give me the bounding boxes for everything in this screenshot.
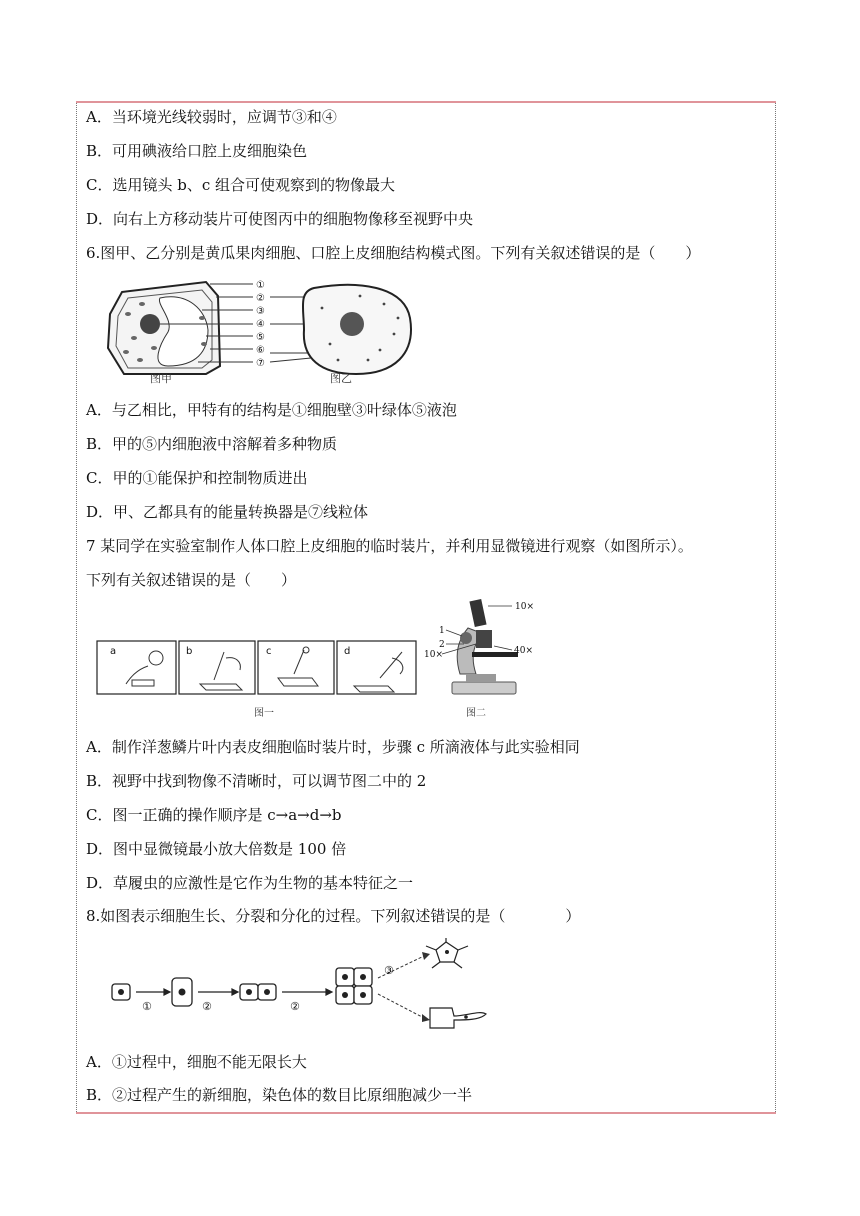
q7-stem-line1: 7 某同学在实验室制作人体口腔上皮细胞的临时装片，并利用显微镜进行观察（如图所示）。: [86, 537, 693, 555]
label-2: ②: [256, 293, 265, 304]
svg-text:a: a: [110, 646, 117, 657]
svg-text:d: d: [344, 646, 351, 657]
q7-caption-2: 图二: [466, 708, 486, 719]
label-1: ①: [256, 280, 265, 291]
q6-option-d: D．甲、乙都具有的能量转换器是⑦线粒体: [86, 503, 369, 521]
q5-option-c: C．选用镜头 b、c 组合可使观察到的物像最大: [86, 176, 396, 194]
q7-option-b: B．视野中找到物像不清晰时，可以调节图二中的 2: [86, 772, 427, 790]
q8-cell-process-diagram: [110, 938, 520, 1038]
q6-option-a: A．与乙相比，甲特有的结构是①细胞壁③叶绿体⑤液泡: [86, 401, 457, 419]
q5-option-a: A．当环境光线较弱时，应调节③和④: [86, 108, 337, 126]
svg-text:10×: 10×: [424, 650, 443, 660]
svg-text:2: 2: [439, 640, 445, 650]
q6-cell-diagram: [98, 274, 418, 388]
q5-option-b: B．可用碘液给口腔上皮细胞染色: [86, 142, 308, 160]
label-6: ⑥: [256, 345, 265, 356]
q5-option-d: D．向右上方移动装片可使图丙中的细胞物像移至视野中央: [86, 210, 474, 228]
q7-option-e: D．草履虫的应激性是它作为生物的基本特征之一: [86, 874, 414, 892]
q8-option-b: B．②过程产生的新细胞，染色体的数目比原细胞减少一半: [86, 1086, 473, 1104]
svg-text:③: ③: [384, 964, 394, 977]
q7-option-a: A．制作洋葱鳞片叶内表皮细胞临时装片时，步骤 c 所滴液体与此实验相同: [86, 738, 580, 756]
q7-microscope-figure: [424, 594, 544, 704]
q7-caption-1: 图一: [254, 708, 274, 719]
q6-option-b: B．甲的⑤内细胞液中溶解着多种物质: [86, 435, 338, 453]
q6-caption-left: 图甲: [150, 372, 172, 385]
q6-caption-right: 图乙: [330, 372, 352, 385]
label-7: ⑦: [256, 358, 265, 369]
svg-text:40×: 40×: [514, 646, 533, 656]
q8-option-a: A．①过程中，细胞不能无限长大: [86, 1053, 307, 1071]
label-5: ⑤: [256, 332, 265, 343]
label-4: ④: [256, 319, 265, 330]
q7-option-d: D．图中显微镜最小放大倍数是 100 倍: [86, 840, 347, 858]
svg-text:①: ①: [142, 1000, 152, 1013]
q6-stem: 6.图甲、乙分别是黄瓜果肉细胞、口腔上皮细胞结构模式图。下列有关叙述错误的是（ ）: [86, 244, 701, 262]
svg-text:②: ②: [202, 1000, 212, 1013]
q6-option-c: C．甲的①能保护和控制物质进出: [86, 469, 308, 487]
q8-stem: 8.如图表示细胞生长、分裂和分化的过程。下列叙述错误的是（ ）: [86, 907, 581, 925]
svg-text:c: c: [266, 646, 272, 657]
q7-option-c: C．图一正确的操作顺序是 c→a→d→b: [86, 806, 342, 824]
label-3: ③: [256, 306, 265, 317]
svg-text:②: ②: [290, 1000, 300, 1013]
svg-text:10×: 10×: [515, 602, 534, 612]
svg-text:1: 1: [439, 626, 445, 636]
q7-procedure-panels: [96, 640, 418, 696]
svg-text:b: b: [186, 646, 193, 657]
q7-stem-line2: 下列有关叙述错误的是（ ）: [86, 571, 297, 589]
